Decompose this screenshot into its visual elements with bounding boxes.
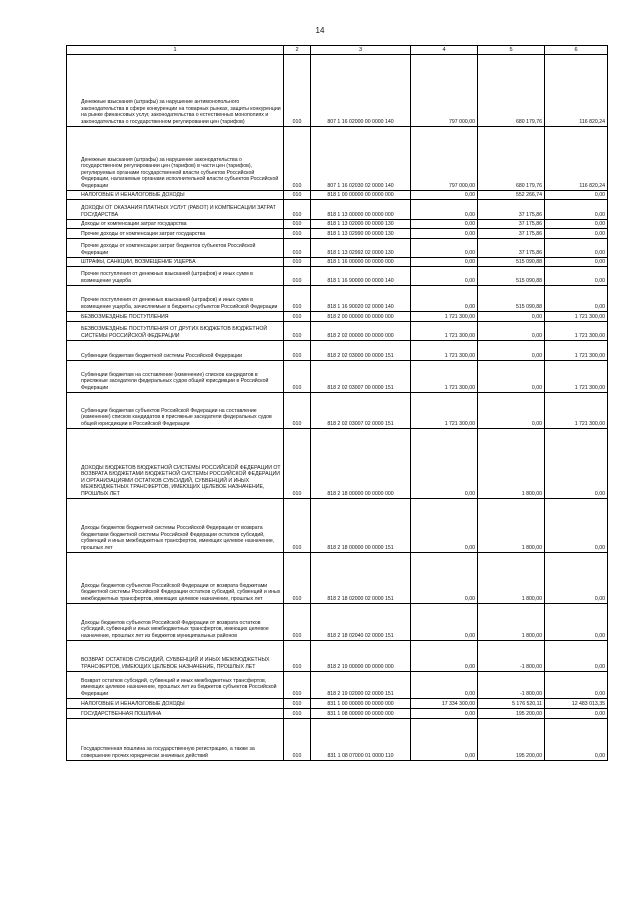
row-code-cell: 010 bbox=[284, 267, 311, 286]
row-fact-cell: 0,00 bbox=[478, 322, 545, 341]
row-kbk-cell: 818 2 00 00000 00 0000 000 bbox=[311, 312, 411, 322]
row-plan-cell: 0,00 bbox=[411, 553, 478, 604]
row-fact-cell: 1 800,00 bbox=[478, 553, 545, 604]
row-name-text: Субвенции бюджетам субъектов Российской Федерации на составление (изменение) списков кандидатов в присяжные заседатели федеральных судов общей юрисдикции в Российской Федерации bbox=[81, 407, 272, 427]
header-cell: 6 bbox=[545, 46, 608, 55]
row-plan-cell: 1 721 300,00 bbox=[411, 393, 478, 429]
row-code-cell: 010 bbox=[284, 393, 311, 429]
row-name-text: Доходы бюджетов бюджетной системы Российской Федерации от возврата бюджетами бюджетной системы Российской Федерации остатков субсидий, субвенций и иных межбюджетных трансфертов, имеющих целевое назначение, прошлых лет bbox=[81, 525, 275, 551]
row-name-text: БЕЗВОЗМЕЗДНЫЕ ПОСТУПЛЕНИЯ ОТ ДРУГИХ БЮДЖЕТОВ БЮДЖЕТНОЙ СИСТЕМЫ РОССИЙСКОЙ ФЕДЕРАЦИИ bbox=[81, 326, 268, 339]
table-row bbox=[67, 312, 608, 322]
row-fact-cell: 0,00 bbox=[478, 393, 545, 429]
row-name-cell bbox=[67, 55, 284, 127]
row-fact-cell: 0,00 bbox=[478, 312, 545, 322]
row-rest-cell: 0,00 bbox=[545, 553, 608, 604]
row-rest-cell: 0,00 bbox=[545, 191, 608, 200]
row-plan-cell: 1 721 300,00 bbox=[411, 361, 478, 393]
row-name-cell bbox=[67, 267, 284, 286]
row-plan-cell: 0,00 bbox=[411, 258, 478, 267]
row-fact-cell: 515 090,88 bbox=[478, 286, 545, 312]
row-plan-cell: 0,00 bbox=[411, 719, 478, 761]
table-row bbox=[67, 220, 608, 229]
row-name-cell bbox=[67, 709, 284, 719]
row-code-cell: 010 bbox=[284, 127, 311, 191]
row-fact-cell: 1 800,00 bbox=[478, 429, 545, 499]
row-code-cell: 010 bbox=[284, 719, 311, 761]
table-row bbox=[67, 286, 608, 312]
row-code-cell: 010 bbox=[284, 312, 311, 322]
row-plan-cell: 0,00 bbox=[411, 200, 478, 220]
row-name-cell bbox=[67, 604, 284, 641]
row-code-cell: 010 bbox=[284, 709, 311, 719]
row-name-text: Возврат остатков субсидий, субвенций и иных межбюджетных трансфертов, имеющих целевое назначение, прошлых лет из бюджетов субъектов Российской Федерации bbox=[81, 677, 277, 697]
row-kbk-cell: 818 1 16 00000 00 0000 000 bbox=[311, 258, 411, 267]
row-fact-cell: 515 090,88 bbox=[478, 258, 545, 267]
row-kbk-cell: 818 1 13 02990 00 0000 130 bbox=[311, 229, 411, 239]
row-rest-cell: 1 721 300,00 bbox=[545, 361, 608, 393]
row-rest-cell: 0,00 bbox=[545, 499, 608, 553]
table-row bbox=[67, 322, 608, 341]
row-name-cell bbox=[67, 341, 284, 361]
row-name-text: Денежные взыскания (штрафы) за нарушение законодательства о государственном регулировании цен (тарифов) в части цен (тарифов), регулируемых органами государственной власти субъектов Российской Федерации, налагаемые органами исполнительной власти субъектов Российской Федерации bbox=[81, 156, 279, 189]
row-fact-cell: 1 800,00 bbox=[478, 499, 545, 553]
row-plan-cell: 0,00 bbox=[411, 220, 478, 229]
row-rest-cell: 0,00 bbox=[545, 709, 608, 719]
row-fact-cell: 515 090,88 bbox=[478, 267, 545, 286]
table-row bbox=[67, 341, 608, 361]
row-name-cell bbox=[67, 220, 284, 229]
table-row bbox=[67, 393, 608, 429]
row-name-text: Денежные взыскания (штрафы) за нарушение антимонопольного законодательства в сфере конкуренции на товарных рынках, защиты конкуренции на рынке финансовых услуг, законодательства о естественных монополиях и законодательства о государственном регулировании цен (тарифов) bbox=[81, 99, 281, 125]
table-row bbox=[67, 719, 608, 761]
row-fact-cell: 0,00 bbox=[478, 361, 545, 393]
row-name-text: Прочие поступления от денежных взысканий (штрафов) и иных сумм в возмещение ущерба bbox=[81, 271, 253, 284]
row-kbk-cell: 818 2 02 03007 00 0000 151 bbox=[311, 361, 411, 393]
row-rest-cell: 116 820,24 bbox=[545, 55, 608, 127]
header-cell: 1 bbox=[67, 46, 284, 55]
row-name-cell bbox=[67, 322, 284, 341]
row-kbk-cell: 831 1 08 00000 00 0000 000 bbox=[311, 709, 411, 719]
row-name-cell bbox=[67, 258, 284, 267]
row-name-text: Субвенции бюджетам бюджетной системы Российской Федерации bbox=[81, 352, 243, 359]
row-name-text: Доходы бюджетов субъектов Российской Федерации от возврата бюджетами бюджетной системы Российской Федерации остатков субсидий, субвенций и иных межбюджетных трансфертов, имеющих целевое назначение, прошлых лет bbox=[81, 582, 281, 602]
row-rest-cell: 0,00 bbox=[545, 239, 608, 258]
table-header-row bbox=[67, 46, 608, 55]
row-plan-cell: 797 000,00 bbox=[411, 55, 478, 127]
row-kbk-cell: 818 2 18 00000 00 0000 151 bbox=[311, 499, 411, 553]
row-name-text: НАЛОГОВЫЕ И НЕНАЛОГОВЫЕ ДОХОДЫ bbox=[81, 191, 185, 198]
table-row bbox=[67, 191, 608, 200]
row-fact-cell: 37 175,86 bbox=[478, 200, 545, 220]
row-code-cell: 010 bbox=[284, 220, 311, 229]
row-plan-cell: 797 000,00 bbox=[411, 127, 478, 191]
row-plan-cell: 1 721 300,00 bbox=[411, 341, 478, 361]
row-name-cell bbox=[67, 239, 284, 258]
header-cell: 4 bbox=[411, 46, 478, 55]
row-kbk-cell: 831 1 08 07000 01 0000 110 bbox=[311, 719, 411, 761]
row-code-cell: 010 bbox=[284, 239, 311, 258]
row-rest-cell: 1 721 300,00 bbox=[545, 322, 608, 341]
row-name-text: Доходы от компенсации затрат государства bbox=[81, 220, 187, 227]
row-code-cell: 010 bbox=[284, 553, 311, 604]
row-name-cell bbox=[67, 127, 284, 191]
row-plan-cell: 0,00 bbox=[411, 499, 478, 553]
row-kbk-cell: 818 2 18 02000 02 0000 151 bbox=[311, 553, 411, 604]
row-rest-cell: 1 721 300,00 bbox=[545, 393, 608, 429]
row-code-cell: 010 bbox=[284, 699, 311, 709]
row-fact-cell: 552 266,74 bbox=[478, 191, 545, 200]
row-name-cell bbox=[67, 719, 284, 761]
row-fact-cell: 5 176 520,11 bbox=[478, 699, 545, 709]
row-code-cell: 010 bbox=[284, 322, 311, 341]
row-code-cell: 010 bbox=[284, 229, 311, 239]
row-kbk-cell: 818 2 19 02000 02 0000 151 bbox=[311, 672, 411, 699]
header-cell: 5 bbox=[478, 46, 545, 55]
table-row bbox=[67, 429, 608, 499]
row-rest-cell: 0,00 bbox=[545, 286, 608, 312]
row-name-cell bbox=[67, 191, 284, 200]
row-code-cell: 010 bbox=[284, 286, 311, 312]
row-name-cell bbox=[67, 229, 284, 239]
row-plan-cell: 0,00 bbox=[411, 239, 478, 258]
row-name-cell bbox=[67, 429, 284, 499]
row-code-cell: 010 bbox=[284, 55, 311, 127]
row-code-cell: 010 bbox=[284, 499, 311, 553]
row-plan-cell: 17 334 300,00 bbox=[411, 699, 478, 709]
row-kbk-cell: 818 1 16 90000 00 0000 140 bbox=[311, 267, 411, 286]
row-rest-cell: 116 820,24 bbox=[545, 127, 608, 191]
row-rest-cell: 0,00 bbox=[545, 200, 608, 220]
row-name-text: Прочие доходы от компенсации затрат бюджетов субъектов Российской Федерации bbox=[81, 243, 256, 256]
row-name-text: Прочие доходы от компенсации затрат государства bbox=[81, 230, 206, 237]
row-rest-cell: 0,00 bbox=[545, 229, 608, 239]
row-plan-cell: 0,00 bbox=[411, 709, 478, 719]
row-name-cell bbox=[67, 286, 284, 312]
row-code-cell: 010 bbox=[284, 641, 311, 672]
row-name-cell bbox=[67, 553, 284, 604]
row-kbk-cell: 818 2 18 00000 00 0000 000 bbox=[311, 429, 411, 499]
row-name-cell bbox=[67, 641, 284, 672]
table-row bbox=[67, 258, 608, 267]
row-plan-cell: 0,00 bbox=[411, 191, 478, 200]
row-plan-cell: 0,00 bbox=[411, 672, 478, 699]
row-fact-cell: 37 175,86 bbox=[478, 229, 545, 239]
table-row bbox=[67, 267, 608, 286]
table-row bbox=[67, 200, 608, 220]
row-name-cell bbox=[67, 699, 284, 709]
row-rest-cell: 0,00 bbox=[545, 429, 608, 499]
row-kbk-cell: 818 2 02 03000 00 0000 151 bbox=[311, 341, 411, 361]
table-row bbox=[67, 641, 608, 672]
table-row bbox=[67, 672, 608, 699]
row-plan-cell: 0,00 bbox=[411, 604, 478, 641]
row-rest-cell: 0,00 bbox=[545, 719, 608, 761]
row-rest-cell: 12 483 013,35 bbox=[545, 699, 608, 709]
row-plan-cell: 1 721 300,00 bbox=[411, 312, 478, 322]
row-kbk-cell: 818 1 13 02000 00 0000 130 bbox=[311, 220, 411, 229]
table-row bbox=[67, 239, 608, 258]
row-fact-cell: -1 800,00 bbox=[478, 641, 545, 672]
row-plan-cell: 0,00 bbox=[411, 286, 478, 312]
row-name-text: ГОСУДАРСТВЕННАЯ ПОШЛИНА bbox=[81, 710, 162, 717]
report-table bbox=[66, 45, 608, 761]
row-name-cell bbox=[67, 312, 284, 322]
row-fact-cell: -1 800,00 bbox=[478, 672, 545, 699]
row-name-cell bbox=[67, 361, 284, 393]
header-cell: 3 bbox=[311, 46, 411, 55]
row-rest-cell: 1 721 300,00 bbox=[545, 312, 608, 322]
row-plan-cell: 1 721 300,00 bbox=[411, 322, 478, 341]
row-fact-cell: 37 175,86 bbox=[478, 220, 545, 229]
row-plan-cell: 0,00 bbox=[411, 429, 478, 499]
table-row bbox=[67, 553, 608, 604]
row-fact-cell: 0,00 bbox=[478, 341, 545, 361]
row-code-cell: 010 bbox=[284, 361, 311, 393]
header-cell: 2 bbox=[284, 46, 311, 55]
row-name-text: Доходы бюджетов субъектов Российской Федерации от возврата остатков субсидий, субвенций и иных межбюджетных трансфертов, имеющих целевое назначение, прошлых лет из бюджетов муниципальных районов bbox=[81, 619, 269, 639]
table-row bbox=[67, 499, 608, 553]
row-fact-cell: 680 179,76 bbox=[478, 55, 545, 127]
table-row bbox=[67, 699, 608, 709]
row-code-cell: 010 bbox=[284, 191, 311, 200]
row-name-text: ДОХОДЫ БЮДЖЕТОВ БЮДЖЕТНОЙ СИСТЕМЫ РОССИЙСКОЙ ФЕДЕРАЦИИ ОТ ВОЗВРАТА БЮДЖЕТАМИ БЮДЖЕТНОЙ СИСТЕМЫ РОССИЙСКОЙ ФЕДЕРАЦИИ И ОРГАНИЗАЦИЯМИ ОСТАТКОВ СУБСИДИЙ, СУБВЕНЦИЙ И ИНЫХ МЕЖБЮДЖЕТНЫХ ТРАНСФЕРТОВ, ИМЕЮЩИХ ЦЕЛЕВОЕ НАЗНАЧЕНИЕ, ПРОШЛЫХ ЛЕТ bbox=[81, 464, 281, 497]
row-kbk-cell: 807 1 16 02030 02 0000 140 bbox=[311, 127, 411, 191]
row-kbk-cell: 818 2 18 02040 02 0000 151 bbox=[311, 604, 411, 641]
row-fact-cell: 195 200,00 bbox=[478, 719, 545, 761]
row-name-cell bbox=[67, 393, 284, 429]
row-name-text: НАЛОГОВЫЕ И НЕНАЛОГОВЫЕ ДОХОДЫ bbox=[81, 700, 185, 707]
row-name-text: Государственная пошлина за государственную регистрацию, а также за совершение прочих юридически значимых действий bbox=[81, 746, 255, 759]
row-fact-cell: 37 175,86 bbox=[478, 239, 545, 258]
row-code-cell: 010 bbox=[284, 341, 311, 361]
row-code-cell: 010 bbox=[284, 200, 311, 220]
row-plan-cell: 0,00 bbox=[411, 229, 478, 239]
table-row bbox=[67, 361, 608, 393]
row-kbk-cell: 807 1 16 02000 00 0000 140 bbox=[311, 55, 411, 127]
row-kbk-cell: 818 1 16 90020 02 0000 140 bbox=[311, 286, 411, 312]
row-rest-cell: 0,00 bbox=[545, 604, 608, 641]
row-name-text: ШТРАФЫ, САНКЦИИ, ВОЗМЕЩЕНИЕ УЩЕРБА bbox=[81, 258, 196, 265]
row-fact-cell: 680 179,76 bbox=[478, 127, 545, 191]
row-fact-cell: 195 200,00 bbox=[478, 709, 545, 719]
row-kbk-cell: 818 2 02 03007 02 0000 151 bbox=[311, 393, 411, 429]
row-name-cell bbox=[67, 672, 284, 699]
row-rest-cell: 0,00 bbox=[545, 220, 608, 229]
table-row bbox=[67, 709, 608, 719]
table-row bbox=[67, 127, 608, 191]
table-row bbox=[67, 604, 608, 641]
row-kbk-cell: 818 2 02 00000 00 0000 000 bbox=[311, 322, 411, 341]
row-rest-cell: 1 721 300,00 bbox=[545, 341, 608, 361]
row-rest-cell: 0,00 bbox=[545, 641, 608, 672]
row-kbk-cell: 818 1 00 00000 00 0000 000 bbox=[311, 191, 411, 200]
row-kbk-cell: 818 2 19 00000 00 0000 000 bbox=[311, 641, 411, 672]
row-code-cell: 010 bbox=[284, 258, 311, 267]
row-code-cell: 010 bbox=[284, 672, 311, 699]
row-name-cell bbox=[67, 499, 284, 553]
row-fact-cell: 1 800,00 bbox=[478, 604, 545, 641]
row-kbk-cell: 818 1 13 00000 00 0000 000 bbox=[311, 200, 411, 220]
row-name-text: ДОХОДЫ ОТ ОКАЗАНИЯ ПЛАТНЫХ УСЛУГ (РАБОТ) И КОМПЕНСАЦИИ ЗАТРАТ ГОСУДАРСТВА bbox=[81, 205, 276, 218]
row-plan-cell: 0,00 bbox=[411, 267, 478, 286]
row-rest-cell: 0,00 bbox=[545, 258, 608, 267]
row-kbk-cell: 831 1 00 00000 00 0000 000 bbox=[311, 699, 411, 709]
row-rest-cell: 0,00 bbox=[545, 672, 608, 699]
table-row bbox=[67, 55, 608, 127]
row-kbk-cell: 818 1 13 02992 02 0000 130 bbox=[311, 239, 411, 258]
row-name-text: БЕЗВОЗМЕЗДНЫЕ ПОСТУПЛЕНИЯ bbox=[81, 313, 169, 320]
page-number: 14 bbox=[315, 26, 325, 35]
row-rest-cell: 0,00 bbox=[545, 267, 608, 286]
row-name-text: ВОЗВРАТ ОСТАТКОВ СУБСИДИЙ, СУБВЕНЦИЙ И ИНЫХ МЕЖБЮДЖЕТНЫХ ТРАНСФЕРТОВ, ИМЕЮЩИХ ЦЕЛЕВОЕ НАЗНАЧЕНИЕ, ПРОШЛЫХ ЛЕТ bbox=[81, 657, 270, 670]
row-plan-cell: 0,00 bbox=[411, 641, 478, 672]
row-name-cell bbox=[67, 200, 284, 220]
row-code-cell: 010 bbox=[284, 604, 311, 641]
row-code-cell: 010 bbox=[284, 429, 311, 499]
row-name-text: Субвенции бюджетам на составление (изменение) списков кандидатов в присяжные заседатели федеральных судов общей юрисдикции в Российской Федерации bbox=[81, 371, 269, 391]
table-row bbox=[67, 229, 608, 239]
row-name-text: Прочие поступления от денежных взысканий (штрафов) и иных сумм в возмещение ущерба, зачисляемые в бюджеты субъектов Российской Федерации bbox=[81, 297, 278, 310]
